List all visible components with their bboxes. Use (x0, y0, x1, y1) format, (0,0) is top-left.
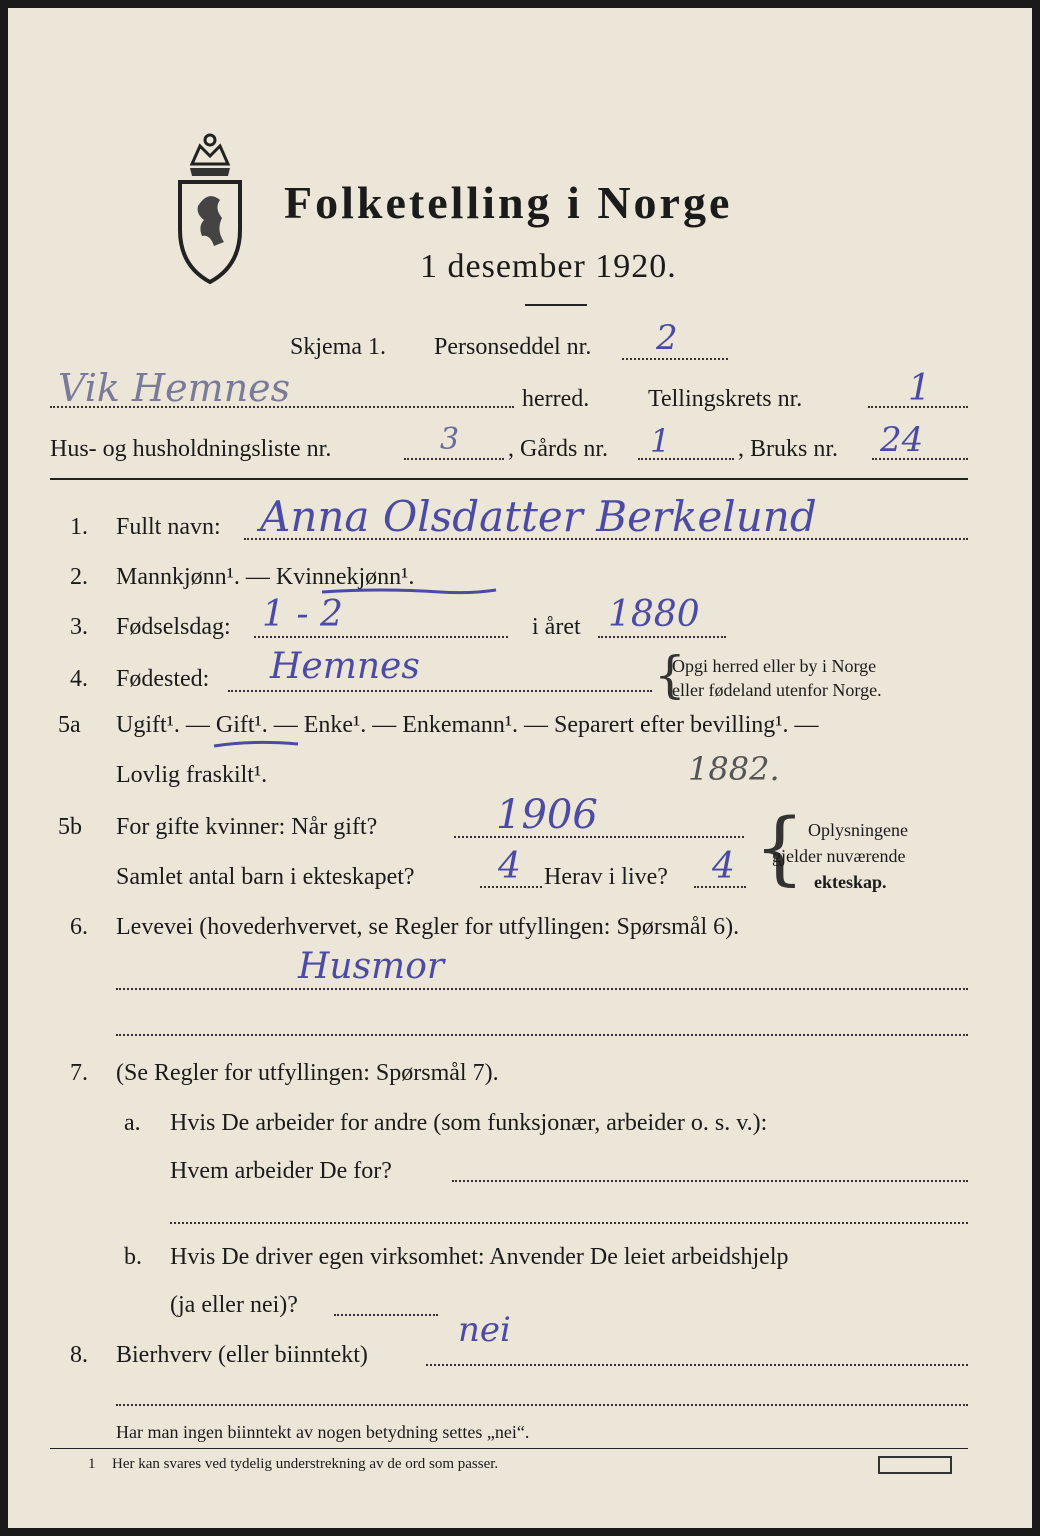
personseddel-line (622, 358, 728, 360)
q2-label: Mannkjønn¹. — Kvinnekjønn¹. (116, 564, 415, 590)
q7a-line2 (170, 1222, 968, 1224)
footnote: Her kan svares ved tydelig understrekning av de ord som passer. (112, 1456, 499, 1472)
q3-label: Fødselsdag: (116, 614, 231, 640)
q3-number: 3. (70, 614, 88, 640)
q5a-number: 5a (58, 712, 81, 738)
q1-number: 1. (70, 514, 88, 540)
q5a-label: Ugift¹. — Gift¹. — Enke¹. — Enkemann¹. — Separert efter bevilling¹. — (116, 712, 819, 738)
q4-note-brace: { (654, 646, 686, 704)
q4-note-line2: eller fødeland utenfor Norge. (672, 680, 882, 700)
q6-value[interactable]: Husmor (298, 946, 445, 987)
personseddel-value[interactable]: 2 (656, 318, 678, 358)
q4-line (228, 690, 652, 692)
q7a-label: Hvis De arbeider for andre (som funksjonær, arbeider o. s. v.): (170, 1110, 768, 1136)
q6-line2 (116, 1034, 968, 1036)
q5b-number: 5b (58, 814, 82, 840)
q6-number: 6. (70, 914, 88, 940)
q5b-note-line1: Oplysningene (808, 820, 908, 840)
husliste-value[interactable]: 3 (440, 422, 460, 457)
q7b-label2: (ja eller nei)? (170, 1292, 298, 1318)
q5a-value[interactable]: 1882. (688, 750, 780, 788)
skjema-label: Skjema 1. (290, 334, 386, 360)
q5b-live-value[interactable]: 4 (712, 846, 735, 887)
q8-label: Bierhverv (eller biinntekt) (116, 1342, 368, 1368)
header-divider (50, 478, 968, 480)
personseddel-label: Personseddel nr. (434, 334, 592, 360)
gards-value[interactable]: 1 (650, 422, 671, 460)
q7-number: 7. (70, 1060, 88, 1086)
tellingskrets-label: Tellingskrets nr. (648, 386, 803, 412)
q4-value[interactable]: Hemnes (270, 646, 420, 687)
q7a-line1 (452, 1180, 968, 1182)
gards-label: , Gårds nr. (508, 436, 608, 462)
q5b-note-line2: gjelder nuværende (772, 846, 906, 866)
title-divider (525, 304, 587, 306)
q1-value[interactable]: Anna Olsdatter Berkelund (260, 492, 817, 541)
herred-label: herred. (522, 386, 590, 412)
husliste-line (404, 458, 504, 460)
tellingskrets-value[interactable]: 1 (908, 368, 931, 409)
printer-mark (878, 1456, 952, 1474)
kvinnekjonn-underline (320, 586, 500, 598)
nei-note: Har man ingen biinntekt av nogen betydning settes „nei“. (116, 1422, 530, 1442)
q8-number: 8. (70, 1342, 88, 1368)
footnote-number: 1 (88, 1456, 96, 1472)
census-date: 1 desember 1920. (420, 248, 677, 285)
herred-value[interactable]: Vik Hemnes (58, 366, 291, 410)
q3-year-value[interactable]: 1880 (608, 594, 700, 635)
q4-note-line1: Opgi herred eller by i Norge (672, 656, 877, 676)
q6-line1 (116, 988, 968, 990)
q7b-label: Hvis De driver egen virksomhet: Anvender De leiet arbeidshjelp (170, 1244, 789, 1270)
q2-number: 2. (70, 564, 88, 590)
q3-year-label: i året (532, 614, 581, 640)
q8-line2 (116, 1404, 968, 1406)
q8-value[interactable]: nei (458, 1310, 511, 1350)
husliste-label: Hus- og husholdningsliste nr. (50, 436, 332, 462)
q5b-note-brace: { (754, 801, 805, 894)
census-form (8, 8, 1032, 1528)
q1-label: Fullt navn: (116, 514, 221, 540)
bruks-label: , Bruks nr. (738, 436, 839, 462)
bruks-value[interactable]: 24 (880, 420, 924, 460)
coat-of-arms-icon (170, 126, 250, 286)
q3-value[interactable]: 1 - 2 (262, 594, 343, 635)
q5b-live-label: Herav i live? (544, 864, 668, 890)
q7b-line (334, 1314, 438, 1316)
q7a-number: a. (124, 1110, 141, 1136)
q4-number: 4. (70, 666, 88, 692)
q3-line (254, 636, 508, 638)
gift-underline (212, 738, 302, 750)
q3-year-line (598, 636, 726, 638)
footer-divider (50, 1448, 968, 1449)
q7b-number: b. (124, 1244, 142, 1270)
q8-line1 (426, 1364, 968, 1366)
q5b-barn-label: Samlet antal barn i ekteskapet? (116, 864, 415, 890)
q5a-label2: Lovlig fraskilt¹. (116, 762, 268, 788)
q7a-label2: Hvem arbeider De for? (170, 1158, 392, 1184)
q5b-note-line3: ekteskap. (814, 872, 887, 892)
q6-label: Levevei (hovederhvervet, se Regler for utfyllingen: Spørsmål 6). (116, 914, 740, 940)
q5b-value[interactable]: 1906 (496, 792, 598, 838)
q5b-barn-value[interactable]: 4 (498, 846, 521, 887)
q5b-label: For gifte kvinner: Når gift? (116, 814, 378, 840)
form-title: Folketelling i Norge (284, 177, 733, 228)
q7-label: (Se Regler for utfyllingen: Spørsmål 7). (116, 1060, 499, 1086)
q4-label: Fødested: (116, 666, 210, 692)
